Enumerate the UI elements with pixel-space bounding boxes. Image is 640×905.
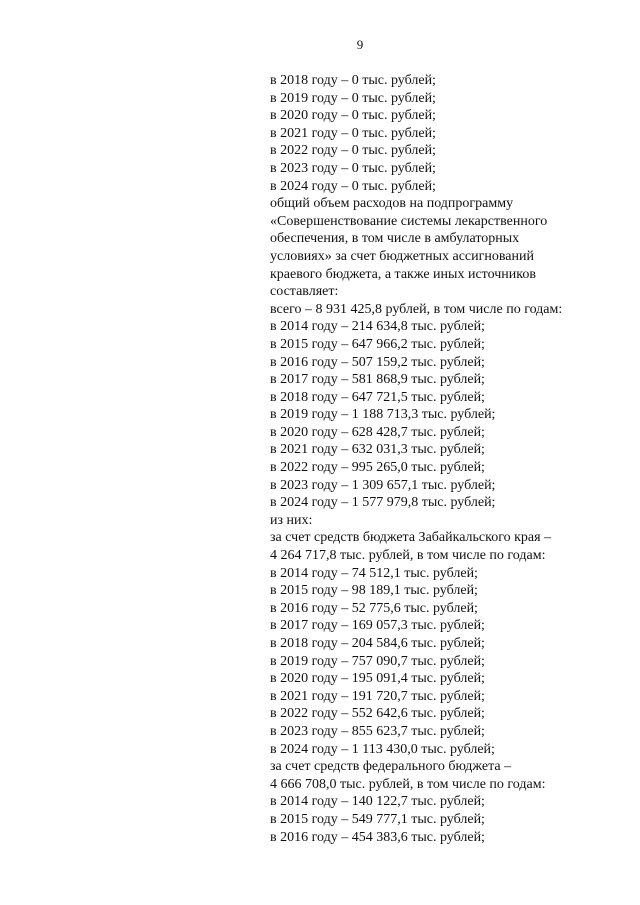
- text-line: из них:: [270, 512, 313, 528]
- document-body: [270, 72, 610, 846]
- text-line: 4 666 708,0 тыс. рублей, в том числе по годам:: [270, 776, 546, 792]
- text-line: в 2016 году – 454 383,6 тыс. рублей;: [270, 829, 485, 845]
- text-line: в 2024 году – 1 577 979,8 тыс. рублей;: [270, 495, 496, 511]
- text-line: в 2021 году – 191 720,7 тыс. рублей;: [270, 688, 485, 704]
- text-line: в 2016 году – 52 775,6 тыс. рублей;: [270, 600, 478, 616]
- text-line: в 2016 году – 507 159,2 тыс. рублей;: [270, 354, 485, 370]
- text-line: в 2018 году – 0 тыс. рублей;: [270, 73, 436, 88]
- text-line: в 2022 году – 552 642,6 тыс. рублей;: [270, 706, 485, 722]
- text-line: в 2024 году – 0 тыс. рублей;: [270, 178, 436, 194]
- text-line: за счет средств федерального бюджета –: [270, 759, 512, 775]
- text-line: составляет:: [270, 284, 339, 300]
- text-line: общий объем расходов на подпрограмму: [270, 196, 514, 212]
- text-line: в 2014 году – 214 634,8 тыс. рублей;: [270, 319, 485, 335]
- text-line: в 2024 году – 1 113 430,0 тыс. рублей;: [270, 741, 495, 757]
- text-line: в 2021 году – 632 031,3 тыс. рублей;: [270, 442, 485, 458]
- text-line: «Совершенствование системы лекарственного: [270, 213, 548, 229]
- text-line: в 2023 году – 0 тыс. рублей;: [270, 160, 436, 176]
- text-line: в 2014 году – 140 122,7 тыс. рублей;: [270, 794, 485, 810]
- text-line: обеспечения, в том числе в амбулаторных: [270, 231, 520, 247]
- text-line: в 2020 году – 628 428,7 тыс. рублей;: [270, 424, 485, 440]
- text-line: в 2023 году – 855 623,7 тыс. рублей;: [270, 723, 485, 739]
- text-line: в 2019 году – 757 090,7 тыс. рублей;: [270, 653, 485, 669]
- text-line: в 2022 году – 995 265,0 тыс. рублей;: [270, 460, 485, 476]
- text-line: в 2020 году – 195 091,4 тыс. рублей;: [270, 671, 485, 687]
- text-line: в 2018 году – 647 721,5 тыс. рублей;: [270, 389, 485, 405]
- text-line: в 2015 году – 549 777,1 тыс. рублей;: [270, 811, 485, 827]
- text-line: в 2021 году – 0 тыс. рублей;: [270, 125, 436, 141]
- text-line: краевого бюджета, а также иных источников: [270, 266, 536, 282]
- text-line: за счет средств бюджета Забайкальского края –: [270, 530, 552, 546]
- text-line: в 2014 году – 74 512,1 тыс. рублей;: [270, 565, 478, 581]
- text-line: в 2018 году – 204 584,6 тыс. рублей;: [270, 636, 485, 651]
- page-number: 9: [356, 37, 364, 52]
- text-line: в 2020 году – 0 тыс. рублей;: [270, 108, 436, 124]
- text-line: в 2022 году – 0 тыс. рублей;: [270, 143, 436, 159]
- text-line: в 2019 году – 0 тыс. рублей;: [270, 90, 436, 106]
- text-line: в 2017 году – 581 868,9 тыс. рублей;: [270, 372, 485, 388]
- text-line: в 2023 году – 1 309 657,1 тыс. рублей;: [270, 477, 496, 493]
- text-line: всего – 8 931 425,8 рублей, в том числе по годам:: [270, 301, 563, 317]
- text-line: условиях» за счет бюджетных ассигнований: [270, 248, 534, 264]
- text-line: в 2015 году – 98 189,1 тыс. рублей;: [270, 583, 478, 599]
- text-line: 4 264 717,8 тыс. рублей, в том числе по годам:: [270, 548, 546, 564]
- text-line: в 2015 году – 647 966,2 тыс. рублей;: [270, 336, 485, 352]
- text-line: в 2019 году – 1 188 713,3 тыс. рублей;: [270, 407, 496, 423]
- text-line: в 2017 году – 169 057,3 тыс. рублей;: [270, 618, 485, 634]
